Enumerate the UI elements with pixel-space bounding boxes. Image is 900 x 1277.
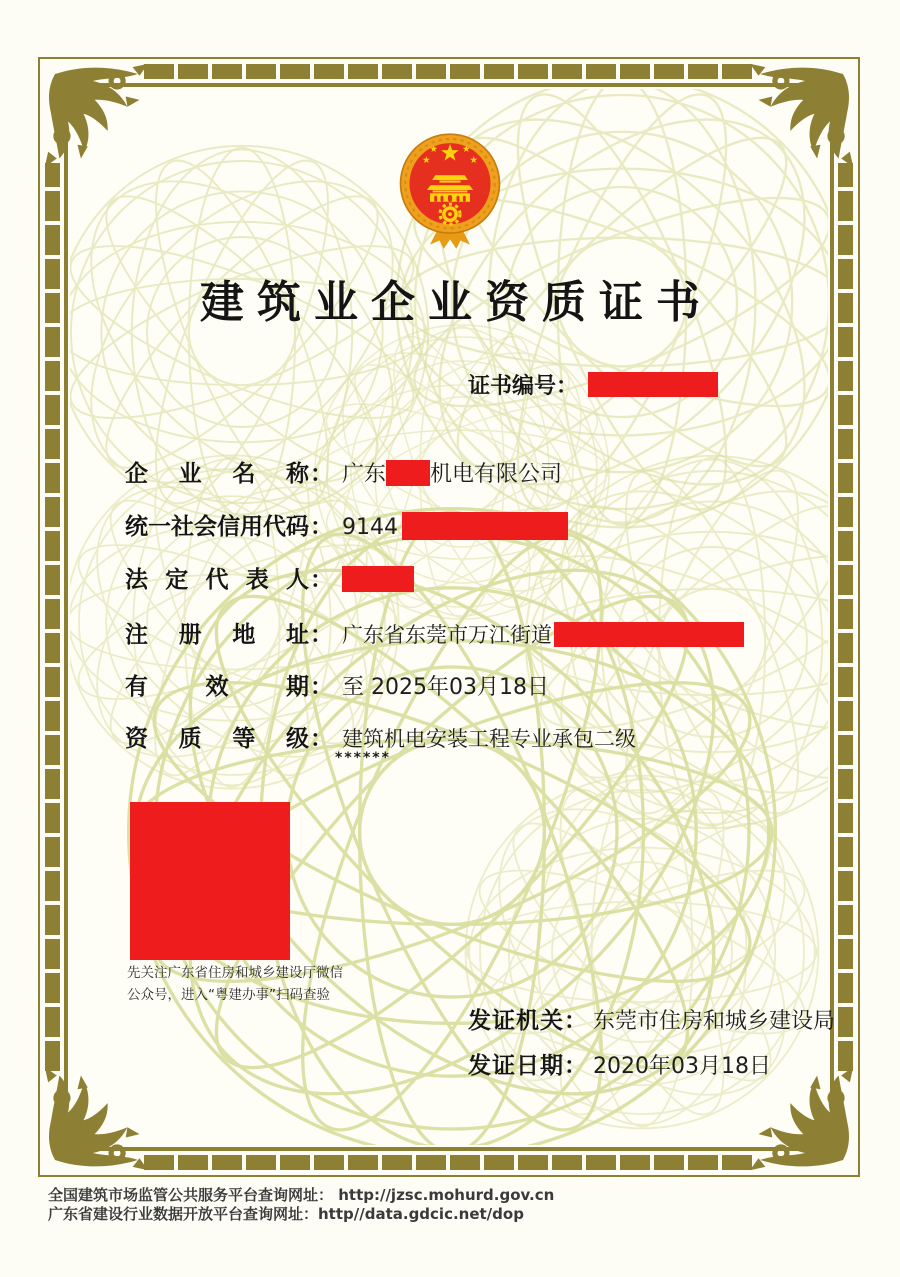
- field-label: 有效期: [125, 674, 309, 700]
- company-name-redaction: [386, 460, 430, 486]
- field-value: 至 2025年03月18日: [342, 675, 549, 700]
- field-colon: ：: [310, 622, 333, 648]
- issuing-authority-colon: ：: [564, 1008, 587, 1034]
- field-colon: ：: [310, 726, 333, 752]
- legal-representative-redaction: [342, 566, 414, 592]
- issuing-authority-row: [468, 1002, 835, 1035]
- value-prefix: 9144: [342, 515, 398, 540]
- field-value: [342, 512, 568, 540]
- certificate-number-colon: ：: [556, 374, 579, 399]
- footer-line1: 全国建筑市场监管公共服务平台查询网址： http://jzsc.mohurd.gov.cn: [48, 1186, 555, 1204]
- issue-date-colon: ：: [564, 1053, 587, 1079]
- field-qualification-grade: [125, 720, 636, 753]
- issue-date-label: 发证日期: [468, 1053, 564, 1079]
- field-label: 注册地址: [125, 622, 309, 648]
- field-colon: ：: [310, 567, 333, 593]
- field-label: 企业名称: [125, 461, 309, 487]
- value-suffix: 机电有限公司: [430, 462, 563, 487]
- field-credit-code: [125, 508, 568, 541]
- issue-date-row: [468, 1047, 771, 1080]
- value-prefix: 广东: [342, 462, 387, 487]
- field-colon: ：: [310, 674, 333, 700]
- qr-caption: [127, 962, 343, 1006]
- qr-code-redaction: [130, 802, 290, 960]
- footer-query-urls: [48, 1186, 554, 1224]
- field-colon: ：: [310, 514, 333, 540]
- footer-line2: 广东省建设行业数据开放平台查询网址：http//data.gdcic.net/dop: [48, 1205, 524, 1223]
- certificate-number-label: 证书编号: [468, 374, 557, 399]
- field-legal-representative: [125, 561, 414, 594]
- certificate-number-row: [468, 369, 718, 400]
- value-prefix: 广东省东莞市万江街道: [342, 623, 552, 647]
- field-valid-until: [125, 668, 549, 701]
- field-registered-address: [125, 616, 744, 649]
- field-value: [342, 566, 414, 593]
- issue-date-value: 2020年03月18日: [593, 1054, 771, 1079]
- field-colon: ：: [310, 461, 333, 487]
- qr-caption-line1: 先关注广东省住房和城乡建设厅微信: [127, 965, 343, 981]
- field-company-name: [125, 455, 562, 488]
- certificate-number-redaction: [588, 372, 718, 397]
- issuing-authority-value: 东莞市住房和城乡建设局: [593, 1009, 836, 1034]
- qualification-asterisks: ******: [335, 750, 391, 766]
- certificate-title: 建筑业企业资质证书: [200, 277, 713, 328]
- field-value: [342, 457, 562, 488]
- issuing-authority-label: 发证机关: [468, 1008, 564, 1034]
- national-emblem-icon: [396, 131, 504, 251]
- field-value: 建筑机电安装工程专业承包二级: [342, 727, 636, 751]
- field-label: 资质等级: [125, 726, 309, 752]
- qr-caption-line2: 公众号，进入“粤建办事”扫码查验: [127, 987, 330, 1003]
- address-redaction: [554, 622, 744, 647]
- credit-code-redaction: [402, 512, 568, 540]
- field-label: 法定代表人: [125, 567, 309, 593]
- field-label: 统一社会信用代码: [125, 514, 309, 540]
- field-value: [342, 619, 744, 649]
